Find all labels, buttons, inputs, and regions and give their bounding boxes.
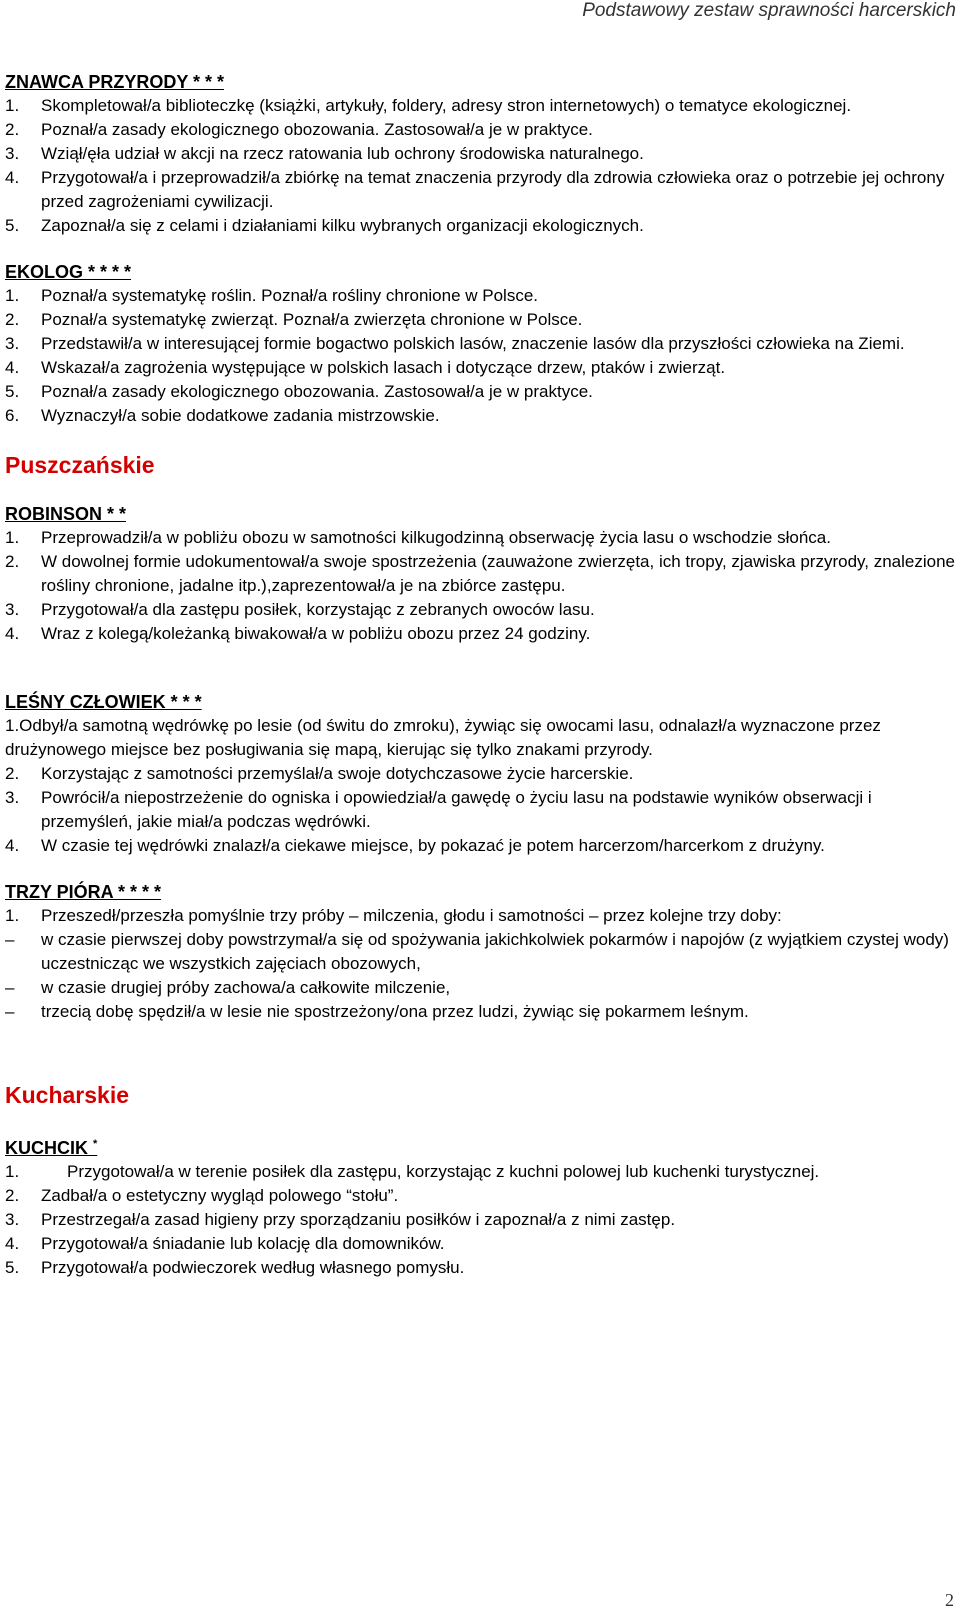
section-title-text: KUCHCIK	[5, 1138, 88, 1158]
item-text: W dowolnej formie udokumentował/a swoje spostrzeżenia (zauważone zwierzęta, ich tropy, zjawiska przyrody, znalezione rośliny chronione, jadalne itp.),zaprezentował/a je na zbiórce zastępu.	[41, 552, 956, 595]
item-number: 3.	[5, 1210, 20, 1229]
requirement-list	[5, 762, 955, 858]
item-number: 1.	[5, 96, 20, 115]
list-item	[5, 1232, 955, 1256]
requirement-list	[5, 94, 955, 238]
item-text: Przygotował/a dla zastępu posiłek, korzystając z zebranych owoców lasu.	[41, 600, 595, 619]
section-title	[5, 1132, 955, 1160]
list-item	[5, 786, 955, 834]
item-number: 2.	[5, 552, 20, 571]
item-number: 2.	[5, 1186, 20, 1205]
item-text: Wskazał/a zagrożenia występujące w polskich lasach i dotyczące drzew, ptaków i zwierząt.	[41, 358, 726, 377]
section-trzy-piora	[5, 880, 955, 1024]
item-number: 4.	[5, 168, 20, 187]
item-number: 1.	[5, 1162, 20, 1181]
list-item	[5, 1160, 955, 1184]
running-header: Podstawowy zestaw sprawności harcerskich	[582, 0, 956, 21]
item-text: Poznał/a zasady ekologicznego obozowania. Zastosował/a je w praktyce.	[41, 382, 593, 401]
list-item	[5, 166, 955, 214]
list-item	[5, 332, 955, 356]
list-item	[5, 762, 955, 786]
list-item	[5, 598, 955, 622]
list-item	[5, 118, 955, 142]
document-body	[5, 70, 955, 1280]
item-number: 3.	[5, 600, 20, 619]
item-text: Powrócił/a niepostrzeżenie do ogniska i opowiedział/a gawędę o życiu lasu na podstawie wyników obserwacji i przemyśleń, jakie miał/a podczas wędrówki.	[41, 788, 872, 831]
first-requirement-paragraph: 1.Odbył/a samotną wędrówkę po lesie (od świtu do zmroku), żywiąc się owocami lasu, odnalazł/a wyznaczone przez drużynowego miejsce bez posługiwania się mapą, kierując się tylko znakami przyrody.	[5, 716, 881, 759]
requirement-list	[5, 904, 955, 928]
list-item	[5, 526, 955, 550]
item-number: 2.	[5, 310, 20, 329]
item-number: 2.	[5, 120, 20, 139]
item-text: Skompletował/a biblioteczkę (książki, artykuły, foldery, adresy stron internetowych) o tematyce ekologicznej.	[41, 96, 852, 115]
section-title: LEŚNY CZŁOWIEK * * *	[5, 692, 202, 712]
item-number: 3.	[5, 144, 20, 163]
item-number: 5.	[5, 216, 20, 235]
list-item	[5, 976, 955, 1000]
section-lesny-czlowiek	[5, 690, 955, 858]
item-number: 1.	[5, 528, 20, 547]
item-text: W czasie tej wędrówki znalazł/a ciekawe miejsce, by pokazać je potem harcerzom/harcerkom z drużyny.	[41, 836, 825, 855]
section-znawca-przyrody	[5, 70, 955, 238]
item-number: 4.	[5, 1234, 20, 1253]
item-text: Wyznaczył/a sobie dodatkowe zadania mistrzowskie.	[41, 406, 440, 425]
list-item	[5, 94, 955, 118]
item-number: 3.	[5, 334, 20, 353]
item-text: w czasie drugiej próby zachowa/a całkowite milczenie,	[41, 978, 451, 997]
list-item	[5, 356, 955, 380]
item-number: 5.	[5, 1258, 20, 1277]
item-number: 1.	[5, 906, 20, 925]
list-item	[5, 214, 955, 238]
item-text: Poznał/a systematykę zwierząt. Poznał/a zwierzęta chronione w Polsce.	[41, 310, 583, 329]
requirement-list	[5, 1160, 955, 1280]
section-kuchcik	[5, 1132, 955, 1280]
item-number: 5.	[5, 382, 20, 401]
section-title: EKOLOG * * * *	[5, 262, 132, 282]
item-text: Przygotował/a i przeprowadził/a zbiórkę na temat znaczenia przyrody dla zdrowia człowieka oraz o potrzebie jej ochrony przed zagrożeniami cywilizacji.	[41, 168, 945, 211]
item-number: 4.	[5, 358, 20, 377]
item-text: Przeszedł/przeszła pomyślnie trzy próby – milczenia, głodu i samotności – przez kolejne trzy doby:	[41, 906, 782, 925]
list-item	[5, 1208, 955, 1232]
star-marker: *	[93, 1138, 98, 1150]
item-text: Przygotował/a podwieczorek według własnego pomysłu.	[41, 1258, 465, 1277]
dash-marker: –	[5, 1002, 15, 1021]
item-text: trzecią dobę spędził/a w lesie nie spostrzeżony/ona przez ludzi, żywiąc się pokarmem leśnym.	[41, 1002, 749, 1021]
list-item	[5, 308, 955, 332]
section-title: TRZY PIÓRA * * * *	[5, 882, 162, 902]
section-title: ZNAWCA PRZYRODY * * *	[5, 72, 225, 92]
item-text: Przygotował/a w terenie posiłek dla zastępu, korzystając z kuchni polowej lub kuchenki turystycznej.	[67, 1162, 820, 1181]
item-text: Poznał/a zasady ekologicznego obozowania. Zastosował/a je w praktyce.	[41, 120, 593, 139]
category-title-puszczanskie: Puszczańskie	[5, 452, 155, 478]
item-number: 3.	[5, 788, 20, 807]
list-item	[5, 404, 955, 428]
trial-list	[5, 928, 955, 1024]
list-item	[5, 622, 955, 646]
item-text: Wraz z kolegą/koleżanką biwakował/a w pobliżu obozu przez 24 godziny.	[41, 624, 591, 643]
list-item	[5, 550, 955, 598]
item-text: Zapoznał/a się z celami i działaniami kilku wybranych organizacji ekologicznych.	[41, 216, 644, 235]
list-item	[5, 928, 955, 976]
dash-marker: –	[5, 978, 15, 997]
item-number: 4.	[5, 836, 20, 855]
item-text: Przedstawił/a w interesującej formie bogactwo polskich lasów, znaczenie lasów dla przyszłości człowieka na Ziemi.	[41, 334, 905, 353]
requirement-list	[5, 284, 955, 428]
item-text: Przygotował/a śniadanie lub kolację dla domowników.	[41, 1234, 445, 1253]
list-item	[5, 1256, 955, 1280]
list-item	[5, 142, 955, 166]
item-text: Przeprowadził/a w pobliżu obozu w samotności kilkugodzinną obserwację życia lasu o wschodzie słońca.	[41, 528, 831, 547]
list-item	[5, 284, 955, 308]
item-number: 2.	[5, 764, 20, 783]
item-number: 4.	[5, 624, 20, 643]
section-robinson	[5, 502, 955, 646]
category-title-kucharskie: Kucharskie	[5, 1082, 130, 1108]
list-item	[5, 1184, 955, 1208]
section-ekolog	[5, 260, 955, 428]
page-number: 2	[945, 1590, 954, 1610]
item-text: Wziął/ęła udział w akcji na rzecz ratowania lub ochrony środowiska naturalnego.	[41, 144, 644, 163]
item-number: 6.	[5, 406, 20, 425]
list-item	[5, 380, 955, 404]
item-text: Korzystając z samotności przemyślał/a swoje dotychczasowe życie harcerskie.	[41, 764, 634, 783]
section-title: ROBINSON * *	[5, 504, 127, 524]
list-item	[5, 1000, 955, 1024]
requirement-list	[5, 526, 955, 646]
item-text: Poznał/a systematykę roślin. Poznał/a rośliny chronione w Polsce.	[41, 286, 539, 305]
item-text: Zadbał/a o estetyczny wygląd polowego “stołu”.	[41, 1186, 399, 1205]
item-text: Przestrzegał/a zasad higieny przy sporządzaniu posiłków i zapoznał/a z nimi zastęp.	[41, 1210, 676, 1229]
dash-marker: –	[5, 930, 15, 949]
list-item	[5, 904, 955, 928]
list-item	[5, 834, 955, 858]
item-number: 1.	[5, 286, 20, 305]
item-text: w czasie pierwszej doby powstrzymał/a się od spożywania jakichkolwiek pokarmów i napojów (z wyjątkiem czystej wody) uczestnicząc we wszystkich zajęciach obozowych,	[41, 930, 949, 973]
